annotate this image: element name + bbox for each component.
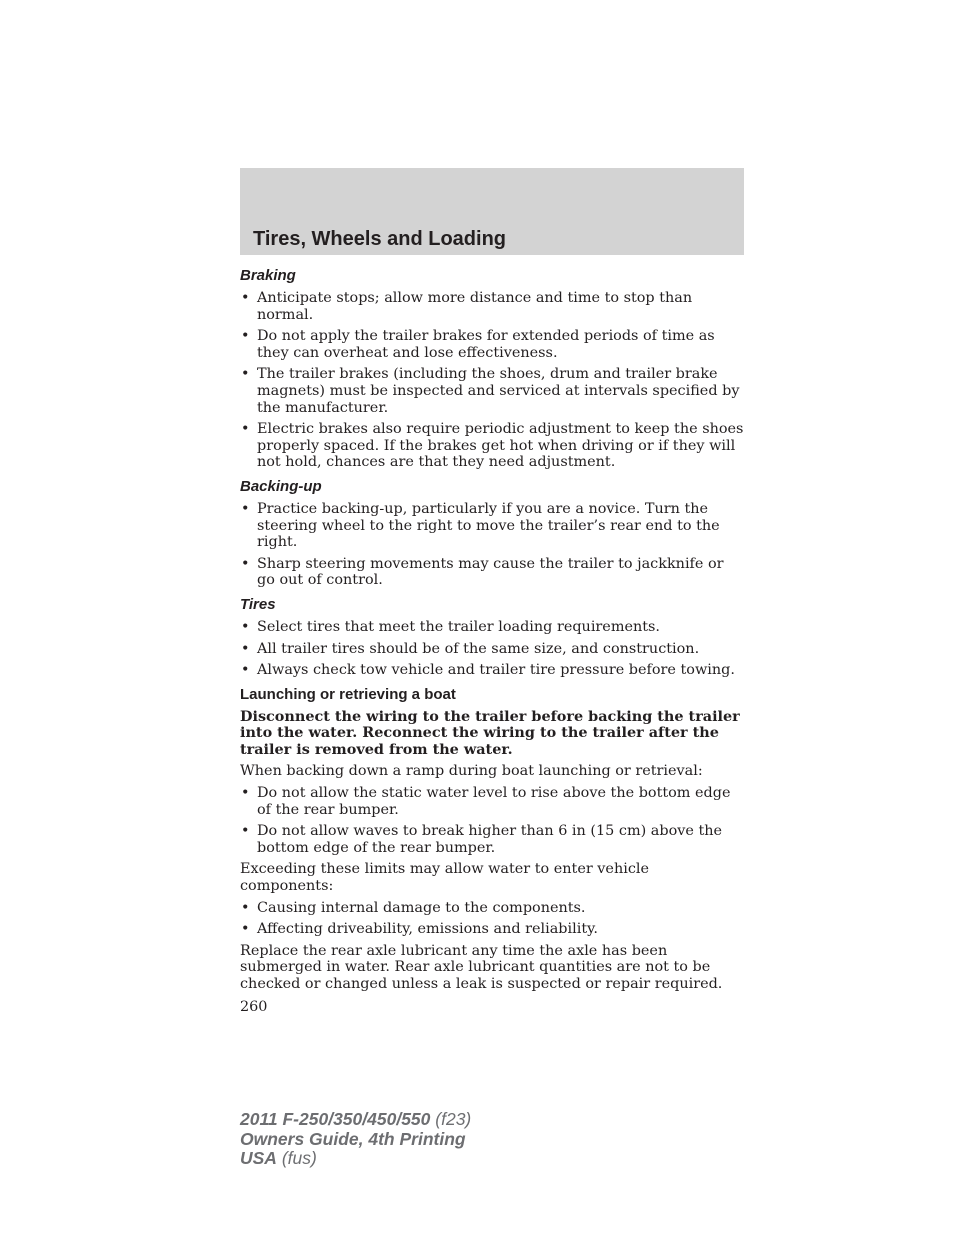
backing-up-section [240,477,744,589]
footer-model-line [240,1110,471,1130]
page-title: Tires, Wheels and Loading [253,228,507,250]
page-content [240,266,744,1015]
list-item: • Do not apply the trailer brakes for extended periods of time as they can overheat and lose effectiveness. [240,328,744,361]
boat-heading: Launching or retrieving a boat [240,685,456,703]
footer-guide: Owners Guide, 4th Printing [240,1128,466,1149]
list-item: • Select tires that meet the trailer loading requirements. [240,619,744,636]
backing-up-list [240,501,744,589]
tires-heading: Tires [240,595,276,613]
footer-guide-line [240,1130,471,1150]
list-item: • Anticipate stops; allow more distance and time to stop than normal. [240,290,744,323]
boat-intro: When backing down a ramp during boat launching or retrieval: [240,763,703,780]
braking-heading: Braking [240,267,296,284]
braking-section [240,266,744,471]
footer-model-code: (f23) [435,1109,472,1129]
tires-section [240,595,744,679]
tires-list [240,619,744,679]
footer-region: USA [240,1148,277,1168]
boat-warning: Disconnect the wiring to the trailer before backing the trailer into the water. Reconnect the wiring to the trailer after the trailer is removed from the water. [240,707,740,758]
footer-model: 2011 F-250/350/450/550 [240,1109,431,1129]
exceeding-limits-text: Exceeding these limits may allow water to enter vehicle components: [240,861,649,895]
header-band [240,168,744,255]
braking-list [240,290,744,471]
boat-list [240,785,744,856]
list-item: • Practice backing-up, particularly if you are a novice. Turn the steering wheel to the right to move the trailer’s rear end to the right. [240,501,744,551]
list-item: • Always check tow vehicle and trailer tire pressure before towing. [240,662,744,679]
list-item: • All trailer tires should be of the same size, and construction. [240,641,744,658]
list-item: • Sharp steering movements may cause the trailer to jackknife or go out of control. [240,556,744,589]
document-footer [240,1110,471,1169]
effects-list [240,900,744,938]
list-item: • Affecting driveability, emissions and reliability. [240,921,744,938]
axle-note: Replace the rear axle lubricant any time the axle has been submerged in water. Rear axle lubricant quantities are not to be checked or changed unless a leak is suspected or repair required. [240,942,723,992]
page-number: 260 [240,998,268,1015]
backing-up-heading: Backing-up [240,477,322,495]
list-item: • Electric brakes also require periodic adjustment to keep the shoes properly spaced. If the brakes get hot when driving or if they will not hold, chances are that they need adjustment. [240,421,744,471]
footer-region-line [240,1149,471,1169]
list-item: • Do not allow the static water level to rise above the bottom edge of the rear bumper. [240,785,744,818]
list-item: • Causing internal damage to the components. [240,900,744,917]
list-item: • Do not allow waves to break higher than 6 in (15 cm) above the bottom edge of the rear bumper. [240,823,744,856]
footer-region-code: (fus) [281,1148,317,1168]
boat-section [240,685,744,993]
list-item: • The trailer brakes (including the shoes, drum and trailer brake magnets) must be inspected and serviced at intervals specified by the manufacturer. [240,366,744,416]
